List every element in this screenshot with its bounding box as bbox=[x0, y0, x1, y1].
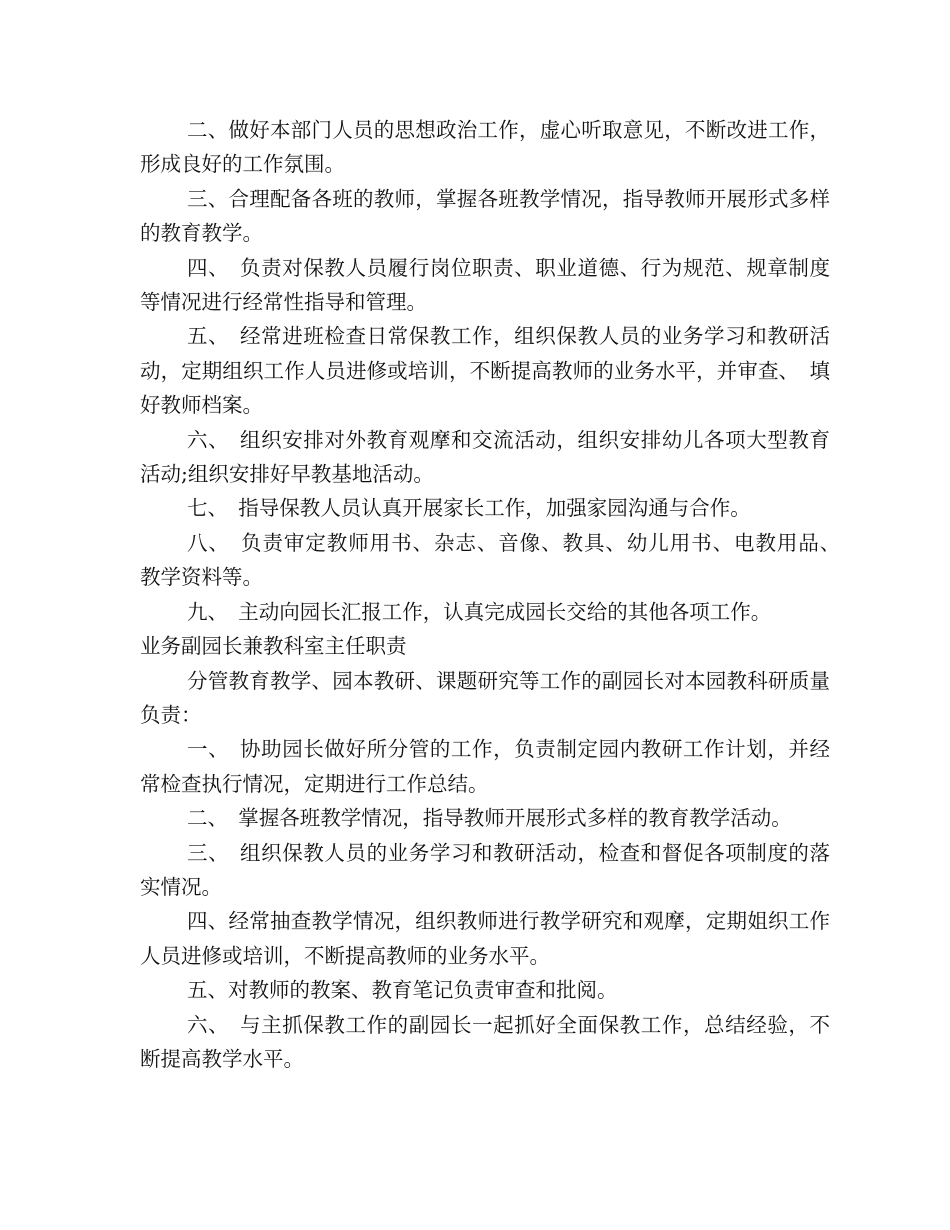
paragraph-duty-3: 三、合理配备各班的教师，掌握各班教学情况，指导教师开展形式多样的教育教学。 bbox=[140, 186, 830, 246]
paragraph-duty-4: 四、 负责对保教人员履行岗位职责、职业道德、行为规范、规章制度等情况进行经常性指导和管理。 bbox=[140, 255, 830, 315]
paragraph-duty-2: 二、做好本部门人员的思想政治工作，虚心听取意见，不断改进工作，形成良好的工作氛围。 bbox=[140, 118, 830, 177]
paragraph-duty-6: 六、 组织安排对外教育观摩和交流活动，组织安排幼儿各项大型教育活动;组织安排好早教基地活动。 bbox=[140, 427, 830, 487]
paragraph-duty-8: 八、 负责审定教师用书、杂志、音像、教具、幼儿用书、电教用品、 教学资料等。 bbox=[140, 530, 851, 590]
paragraph-duty-7: 七、 指导保教人员认真开展家长工作，加强家园沟通与合作。 bbox=[187, 496, 751, 521]
paragraph-intro: 分管教育教学、园本教研、课题研究等工作的副园长对本园教科研质量负责： bbox=[140, 668, 830, 727]
paragraph-vp-duty-6: 六、 与主抓保教工作的副园长一起抓好全面保教工作，总结经验，不断提高教学水平。 bbox=[140, 1012, 830, 1071]
paragraph-vp-duty-3: 三、 组织保教人员的业务学习和教研活动，检查和督促各项制度的落实情况。 bbox=[140, 840, 830, 899]
paragraph-vp-duty-4: 四、经常抽查教学情况，组织教师进行教学研究和观摩，定期姐织工作人员进修或培训，不断提高教师的业务水平。 bbox=[140, 909, 830, 968]
document-body bbox=[140, 113, 851, 1076]
paragraph-duty-5: 五、 经常进班检查日常保教工作，组织保教人员的业务学习和教研活动，定期组织工作人员进修或培训，不断提高教师的业务水平，并审查、 填好教师档案。 bbox=[140, 324, 830, 418]
section-heading: 业务副园长兼教科室主任职责 bbox=[140, 634, 407, 659]
paragraph-vp-duty-1: 一、 协助园长做好所分管的工作，负责制定园内教研工作计划，并经常检查执行情况，定期进行工作总结。 bbox=[140, 737, 830, 796]
paragraph-duty-9: 九、 主动向园长汇报工作，认真完成园长交给的其他各项工作。 bbox=[187, 599, 772, 624]
paragraph-vp-duty-5: 五、对教师的教案、教育笔记负责审查和批阅。 bbox=[187, 978, 618, 1003]
paragraph-vp-duty-2: 二、 掌握各班教学情况，指导教师开展形式多样的教育教学活动。 bbox=[187, 806, 792, 831]
